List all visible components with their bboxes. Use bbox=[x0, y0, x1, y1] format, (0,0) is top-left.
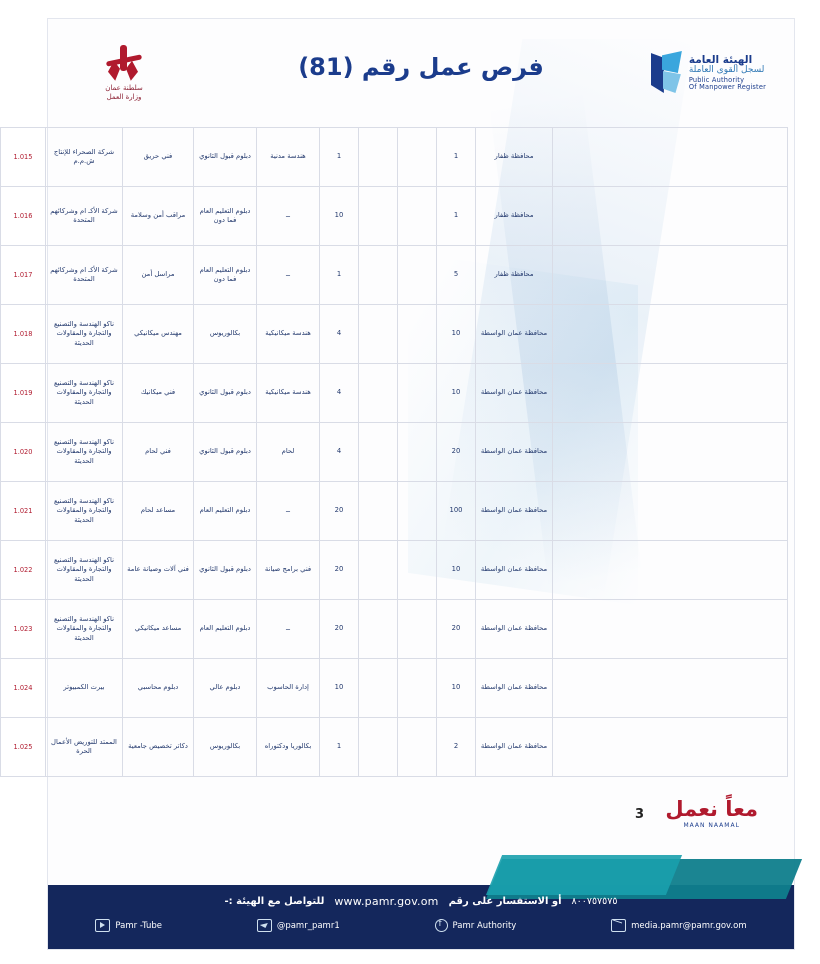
cell-number: 1.016 bbox=[1, 187, 46, 246]
cell-n1: 10 bbox=[437, 659, 476, 718]
cell-company: شركة الصحراء للإنتاج ش.م.م bbox=[46, 128, 123, 187]
cell-job: مراسل أمن bbox=[123, 246, 194, 305]
cell-blank bbox=[553, 423, 788, 482]
cell-qualification: بكالوريوس bbox=[194, 305, 257, 364]
cell-job: مساعد ميكانيكي bbox=[123, 600, 194, 659]
cell-n4: 20 bbox=[320, 482, 359, 541]
cell-location: محافظة ظفار bbox=[476, 246, 553, 305]
cell-location: محافظة عمان الواسطة bbox=[476, 423, 553, 482]
footer-link-youtube-label: Pamr -Tube bbox=[115, 920, 163, 931]
cell-company: شركة الأكـ ام وشركائهم المتحدة bbox=[46, 187, 123, 246]
cell-location: محافظة ظفار bbox=[476, 187, 553, 246]
cell-qualification: دبلوم التعليم العام bbox=[194, 600, 257, 659]
document-page bbox=[13, 18, 795, 950]
cell-n4: 4 bbox=[320, 423, 359, 482]
table-row bbox=[1, 423, 788, 482]
cell-specialty: هندسة ميكانيكية bbox=[257, 364, 320, 423]
table-row bbox=[1, 659, 788, 718]
footer-accent-2 bbox=[486, 855, 682, 895]
cell-n2 bbox=[398, 423, 437, 482]
cell-n3 bbox=[359, 718, 398, 777]
cell-n1: 10 bbox=[437, 541, 476, 600]
cell-qualification: دبلوم قبول الثانوي bbox=[194, 364, 257, 423]
mail-icon bbox=[611, 919, 626, 932]
cell-location: محافظة عمان الواسطة bbox=[476, 541, 553, 600]
cell-n3 bbox=[359, 187, 398, 246]
maan-logo-sub: MAAN NAAMAL bbox=[683, 822, 740, 829]
table-row bbox=[1, 364, 788, 423]
table-row bbox=[1, 305, 788, 364]
cell-n4: 10 bbox=[320, 187, 359, 246]
cell-job: مهندس ميكانيكي bbox=[123, 305, 194, 364]
table-row bbox=[1, 600, 788, 659]
cell-n4: 1 bbox=[320, 718, 359, 777]
cell-qualification: دبلوم التعليم العام فما دون bbox=[194, 187, 257, 246]
cell-blank bbox=[553, 718, 788, 777]
cell-n1: 20 bbox=[437, 600, 476, 659]
jobs-table-body bbox=[1, 128, 788, 777]
footer-link-facebook-label: Pamr Authority bbox=[452, 920, 517, 931]
pamr-logo-en-line1: Public Authority bbox=[688, 76, 745, 85]
cell-n3 bbox=[359, 482, 398, 541]
cell-n1: 5 bbox=[437, 246, 476, 305]
cell-n3 bbox=[359, 659, 398, 718]
cell-job: دبلوم محاسبي bbox=[123, 659, 194, 718]
cell-n4: 1 bbox=[320, 246, 359, 305]
cell-blank bbox=[553, 600, 788, 659]
cell-number: 1.015 bbox=[1, 128, 46, 187]
cell-n2 bbox=[398, 187, 437, 246]
cell-n3 bbox=[359, 423, 398, 482]
cell-blank bbox=[553, 246, 788, 305]
cell-n3 bbox=[359, 600, 398, 659]
table-row bbox=[1, 718, 788, 777]
table-row bbox=[1, 541, 788, 600]
cell-job: مساعد لحام bbox=[123, 482, 194, 541]
footer-link-email-label: media.pamr@pamr.gov.om bbox=[631, 920, 747, 931]
cell-location: محافظة عمان الواسطة bbox=[476, 600, 553, 659]
cell-blank bbox=[553, 187, 788, 246]
cell-n4: 1 bbox=[320, 128, 359, 187]
cell-location: محافظة عمان الواسطة bbox=[476, 718, 553, 777]
cell-n3 bbox=[359, 541, 398, 600]
footer-contact-text-2: أو الاستفسار على رقم bbox=[448, 896, 562, 907]
cell-specialty: ــ bbox=[257, 246, 320, 305]
cell-qualification: دبلوم عالي bbox=[194, 659, 257, 718]
cell-blank bbox=[553, 305, 788, 364]
cell-n1: 2 bbox=[437, 718, 476, 777]
table-row bbox=[1, 246, 788, 305]
ministry-logo-line1: سلطنة عمان bbox=[105, 83, 143, 92]
cell-n3 bbox=[359, 246, 398, 305]
cell-qualification: دبلوم قبول الثانوي bbox=[194, 541, 257, 600]
cell-qualification: دبلوم التعليم العام فما دون bbox=[194, 246, 257, 305]
footer-contact-bar bbox=[48, 885, 794, 949]
khanjar-emblem-icon bbox=[104, 45, 144, 81]
cell-n1: 10 bbox=[437, 364, 476, 423]
cell-job: دكاتر تخصيص جامعية bbox=[123, 718, 194, 777]
cell-specialty: هندسة ميكانيكية bbox=[257, 305, 320, 364]
cell-number: 1.025 bbox=[1, 718, 46, 777]
cell-blank bbox=[553, 482, 788, 541]
cell-number: 1.024 bbox=[1, 659, 46, 718]
cell-n3 bbox=[359, 364, 398, 423]
cell-company: ناكو الهندسة والتصنيع والتجارة والمقاولات الحديثة bbox=[46, 482, 123, 541]
footer-social-row bbox=[48, 919, 794, 932]
table-row bbox=[1, 187, 788, 246]
cell-job: فني ميكانيك bbox=[123, 364, 194, 423]
cell-company: ناكو الهندسة والتصنيع والتجارة والمقاولات الحديثة bbox=[46, 305, 123, 364]
footer-contact-row bbox=[48, 895, 794, 908]
footer-link-facebook[interactable] bbox=[435, 919, 517, 932]
cell-number: 1.019 bbox=[1, 364, 46, 423]
cell-company: ناكو الهندسة والتصنيع والتجارة والمقاولات الحديثة bbox=[46, 600, 123, 659]
cell-blank bbox=[553, 659, 788, 718]
cell-n4: 20 bbox=[320, 541, 359, 600]
cell-qualification: بكالوريوس bbox=[194, 718, 257, 777]
ministry-logo-line2: وزارة العمل bbox=[106, 92, 142, 101]
cell-number: 1.023 bbox=[1, 600, 46, 659]
cell-specialty: ــ bbox=[257, 187, 320, 246]
cell-n2 bbox=[398, 541, 437, 600]
document-header bbox=[48, 19, 794, 127]
cell-job: مراقب أمن وسلامة bbox=[123, 187, 194, 246]
footer-link-youtube[interactable] bbox=[95, 919, 162, 932]
cell-number: 1.017 bbox=[1, 246, 46, 305]
cell-blank bbox=[553, 364, 788, 423]
cell-n2 bbox=[398, 600, 437, 659]
cell-company: بيرت الكمبيوتر bbox=[46, 659, 123, 718]
twitter-icon bbox=[257, 919, 272, 932]
cell-job: فني آلات وصيانة عامة bbox=[123, 541, 194, 600]
cell-qualification: دبلوم قبول الثانوي bbox=[194, 128, 257, 187]
cell-qualification: دبلوم قبول الثانوي bbox=[194, 423, 257, 482]
cell-number: 1.018 bbox=[1, 305, 46, 364]
cell-specialty: ــ bbox=[257, 482, 320, 541]
cell-n2 bbox=[398, 482, 437, 541]
cell-n1: 100 bbox=[437, 482, 476, 541]
page-title: فرص عمل رقم (81) bbox=[298, 53, 544, 81]
cell-company: ناكو الهندسة والتصنيع والتجارة والمقاولات الحديثة bbox=[46, 364, 123, 423]
cell-n4: 4 bbox=[320, 305, 359, 364]
cell-n1: 1 bbox=[437, 187, 476, 246]
page-number: 3 bbox=[634, 807, 644, 822]
youtube-icon bbox=[95, 919, 110, 932]
footer-logos bbox=[48, 791, 794, 855]
cell-n3 bbox=[359, 305, 398, 364]
ministry-logo bbox=[76, 37, 172, 109]
cell-n2 bbox=[398, 128, 437, 187]
cell-n4: 20 bbox=[320, 600, 359, 659]
cell-n2 bbox=[398, 364, 437, 423]
cell-job: فني حريق bbox=[123, 128, 194, 187]
cell-specialty: فني برامج صيانة bbox=[257, 541, 320, 600]
cell-number: 1.020 bbox=[1, 423, 46, 482]
table-row bbox=[1, 128, 788, 187]
cell-n4: 10 bbox=[320, 659, 359, 718]
pamr-logo-ar-line1: الهيئة العامة bbox=[688, 53, 753, 66]
cell-job: فني لحام bbox=[123, 423, 194, 482]
cell-n1: 10 bbox=[437, 305, 476, 364]
footer-link-twitter-label: @pamr_pamr1 bbox=[276, 920, 340, 931]
cell-location: محافظة ظفار bbox=[476, 128, 553, 187]
jobs-table bbox=[0, 127, 788, 777]
cell-company: ناكو الهندسة والتصنيع والتجارة والمقاولات الحديثة bbox=[46, 541, 123, 600]
cell-qualification: دبلوم التعليم العام bbox=[194, 482, 257, 541]
maan-logo-word: معاً نعمل bbox=[665, 797, 758, 821]
cell-n2 bbox=[398, 718, 437, 777]
cell-n2 bbox=[398, 246, 437, 305]
pamr-logo-ar-line2: لسجل القوى العاملة bbox=[688, 64, 765, 75]
cell-company: شركة الأكـ ام وشركائهم المتحدة bbox=[46, 246, 123, 305]
facebook-icon bbox=[435, 919, 448, 932]
cell-n4: 4 bbox=[320, 364, 359, 423]
cell-n3 bbox=[359, 128, 398, 187]
maan-naamal-logo bbox=[665, 797, 758, 829]
pamr-logo-en-line2: Of Manpower Register bbox=[688, 83, 766, 92]
cell-number: 1.021 bbox=[1, 482, 46, 541]
cell-location: محافظة عمان الواسطة bbox=[476, 659, 553, 718]
cell-company: الممتد للتوريض الأعمال الحرة bbox=[46, 718, 123, 777]
cell-number: 1.022 bbox=[1, 541, 46, 600]
cell-specialty: ــ bbox=[257, 600, 320, 659]
cell-n2 bbox=[398, 305, 437, 364]
cell-blank bbox=[553, 541, 788, 600]
cell-location: محافظة عمان الواسطة bbox=[476, 305, 553, 364]
footer-phone: ٨٠٠٧٥٧٥٧٥ bbox=[571, 896, 618, 907]
footer-contact-text-1: للتواصل مع الهيئة :- bbox=[224, 896, 325, 907]
cell-n1: 20 bbox=[437, 423, 476, 482]
cell-company: ناكو الهندسة والتصنيع والتجارة والمقاولات الحديثة bbox=[46, 423, 123, 482]
cell-location: محافظة عمان الواسطة bbox=[476, 482, 553, 541]
cell-n1: 1 bbox=[437, 128, 476, 187]
table-row bbox=[1, 482, 788, 541]
jobs-table-wrapper bbox=[13, 127, 794, 777]
footer-link-email[interactable] bbox=[611, 919, 747, 932]
cell-specialty: بكالوريا ودكتوراه bbox=[257, 718, 320, 777]
cell-specialty: لحام bbox=[257, 423, 320, 482]
footer-link-twitter[interactable] bbox=[257, 919, 340, 932]
cell-n2 bbox=[398, 659, 437, 718]
cell-specialty: إدارة الحاسوب bbox=[257, 659, 320, 718]
footer-website[interactable]: www.pamr.gov.om bbox=[334, 895, 439, 908]
cell-blank bbox=[553, 128, 788, 187]
cell-location: محافظة عمان الواسطة bbox=[476, 364, 553, 423]
cell-specialty: هندسة مدنية bbox=[257, 128, 320, 187]
